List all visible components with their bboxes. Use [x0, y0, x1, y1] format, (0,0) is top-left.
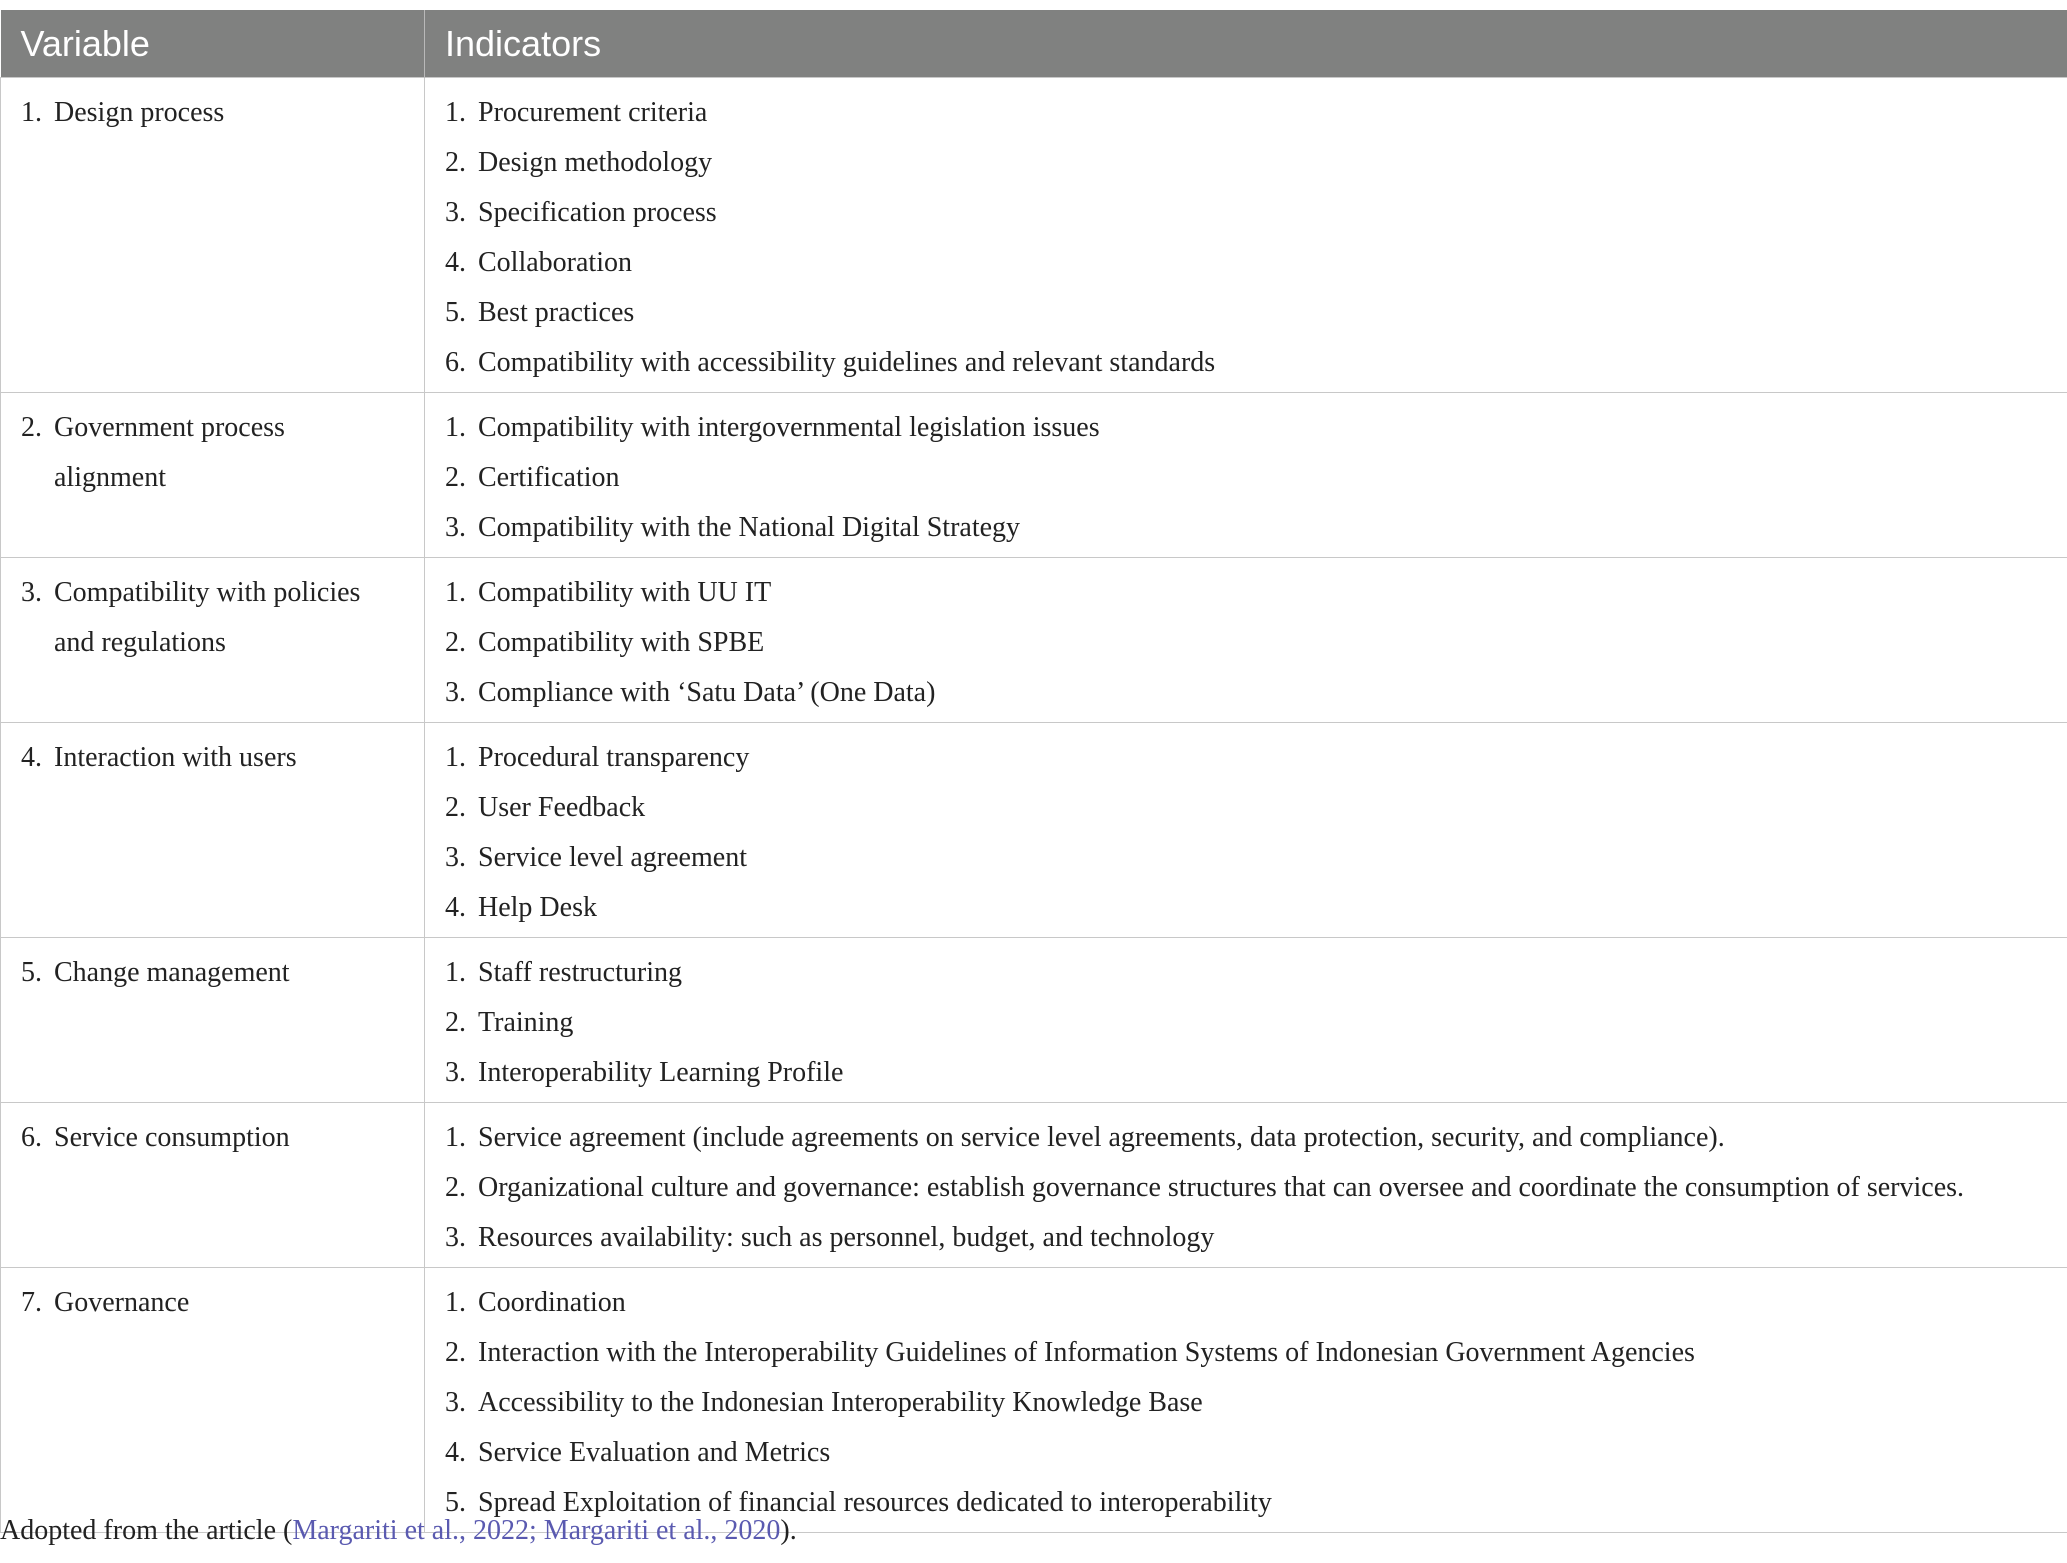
table-row [1, 1103, 2067, 1268]
indicator-number: 1. [445, 577, 466, 608]
indicator-item [425, 138, 2067, 188]
variable-cell [1, 558, 425, 723]
variable-item [1, 568, 424, 668]
indicator-item [425, 1113, 2067, 1163]
indicator-number: 2. [445, 627, 466, 658]
indicator-number: 2. [445, 792, 466, 823]
indicator-text: Resources availability: such as personnel, budget, and technology [478, 1222, 1215, 1253]
variable-cell [1, 1103, 425, 1268]
variable-number: 3. [21, 577, 42, 608]
variable-number: 4. [21, 742, 42, 773]
variable-name: Compatibility with policies and regulations [54, 577, 361, 658]
indicator-item [425, 1328, 2067, 1378]
table-row [1, 938, 2067, 1103]
indicator-item [425, 453, 2067, 503]
indicator-item [425, 668, 2067, 718]
caption-prefix: Adopted from the article ( [0, 1515, 293, 1546]
indicator-item [425, 948, 2067, 998]
indicator-text: Coordination [478, 1287, 626, 1318]
indicator-number: 2. [445, 147, 466, 178]
indicators-cell [425, 1103, 2067, 1268]
indicator-number: 3. [445, 512, 466, 543]
indicator-text: Design methodology [478, 147, 713, 178]
indicator-item [425, 238, 2067, 288]
indicator-item [425, 1428, 2067, 1478]
variable-name: Change management [54, 957, 290, 988]
table-row [1, 723, 2067, 938]
header-row [1, 10, 2067, 78]
indicator-item [425, 883, 2067, 933]
indicator-item [425, 568, 2067, 618]
indicator-number: 3. [445, 1057, 466, 1088]
indicator-number: 1. [445, 957, 466, 988]
variable-item [1, 1278, 424, 1328]
indicator-item [425, 503, 2067, 553]
variable-name: Interaction with users [54, 742, 297, 773]
indicator-item [425, 288, 2067, 338]
indicator-text: Best practices [478, 297, 635, 328]
indicator-item [425, 733, 2067, 783]
table-container [0, 10, 2067, 1533]
variable-item [1, 948, 424, 998]
table-row [1, 78, 2067, 393]
indicator-text: Compatibility with accessibility guidelines and relevant standards [478, 347, 1216, 378]
indicator-number: 3. [445, 1222, 466, 1253]
indicator-item [425, 618, 2067, 668]
indicator-text: User Feedback [478, 792, 646, 823]
indicator-number: 4. [445, 247, 466, 278]
indicator-text: Compliance with ‘Satu Data’ (One Data) [478, 677, 936, 708]
indicators-cell [425, 1268, 2067, 1533]
variable-number: 6. [21, 1122, 42, 1153]
indicator-text: Help Desk [478, 892, 597, 923]
indicator-item [425, 1378, 2067, 1428]
indicator-number: 1. [445, 97, 466, 128]
indicator-number: 2. [445, 1172, 466, 1203]
variable-item [1, 733, 424, 783]
variable-item [1, 1113, 424, 1163]
indicator-text: Collaboration [478, 247, 632, 278]
indicator-item [425, 833, 2067, 883]
variable-item [1, 88, 424, 138]
indicator-text: Spread Exploitation of financial resources dedicated to interoperability [478, 1487, 1272, 1518]
indicator-item [425, 403, 2067, 453]
indicator-number: 1. [445, 1122, 466, 1153]
indicator-text: Staff restructuring [478, 957, 682, 988]
table-row [1, 393, 2067, 558]
indicator-item [425, 1213, 2067, 1263]
header-indicators: Indicators [425, 10, 2067, 78]
indicators-cell [425, 393, 2067, 558]
variable-number: 5. [21, 957, 42, 988]
indicator-item [425, 783, 2067, 833]
indicators-cell [425, 938, 2067, 1103]
indicator-number: 2. [445, 462, 466, 493]
indicator-number: 6. [445, 347, 466, 378]
indicator-item [425, 1278, 2067, 1328]
variable-number: 1. [21, 97, 42, 128]
indicators-cell [425, 558, 2067, 723]
variable-number: 7. [21, 1287, 42, 1318]
caption-suffix: ). [780, 1515, 797, 1546]
indicator-item [425, 188, 2067, 238]
indicator-text: Interoperability Learning Profile [478, 1057, 844, 1088]
indicator-text: Compatibility with SPBE [478, 627, 765, 658]
indicator-text: Training [478, 1007, 574, 1038]
variable-name: Governance [54, 1287, 190, 1318]
indicator-text: Interaction with the Interoperability Guidelines of Information Systems of Indonesian Government Agencies [478, 1337, 1695, 1368]
table-body [1, 78, 2067, 1533]
indicator-text: Certification [478, 462, 620, 493]
indicator-text: Service Evaluation and Metrics [478, 1437, 831, 1468]
variable-name: Government process alignment [54, 412, 285, 493]
indicator-number: 3. [445, 842, 466, 873]
indicator-number: 1. [445, 1287, 466, 1318]
indicator-text: Specification process [478, 197, 717, 228]
header-variable: Variable [1, 10, 425, 78]
variable-cell [1, 78, 425, 393]
indicator-item [425, 1163, 2067, 1213]
variables-indicators-table [0, 10, 2067, 1533]
indicator-text: Organizational culture and governance: establish governance structures that can oversee and coordinate the consumption of services. [478, 1172, 1965, 1203]
indicator-text: Procedural transparency [478, 742, 750, 773]
indicator-number: 4. [445, 892, 466, 923]
indicator-number: 3. [445, 197, 466, 228]
indicator-number: 5. [445, 297, 466, 328]
table-caption [0, 1515, 797, 1547]
variable-name: Service consumption [54, 1122, 290, 1153]
variable-cell [1, 1268, 425, 1533]
indicator-number: 2. [445, 1007, 466, 1038]
indicator-number: 1. [445, 412, 466, 443]
indicator-item [425, 998, 2067, 1048]
table-row [1, 558, 2067, 723]
indicator-text: Accessibility to the Indonesian Interoperability Knowledge Base [478, 1387, 1203, 1418]
variable-name: Design process [54, 97, 225, 128]
table-header [1, 10, 2067, 78]
indicator-text: Compatibility with intergovernmental legislation issues [478, 412, 1100, 443]
indicator-item [425, 1048, 2067, 1098]
table-row [1, 1268, 2067, 1533]
indicator-item [425, 88, 2067, 138]
variable-item [1, 403, 424, 503]
caption-citation-link[interactable]: Margariti et al., 2022; Margariti et al., 2020 [292, 1515, 781, 1546]
indicator-text: Service level agreement [478, 842, 747, 873]
indicator-text: Compatibility with the National Digital Strategy [478, 512, 1021, 543]
indicator-text: Compatibility with UU IT [478, 577, 772, 608]
variable-cell [1, 723, 425, 938]
indicator-number: 1. [445, 742, 466, 773]
indicator-item [425, 338, 2067, 388]
indicator-number: 2. [445, 1337, 466, 1368]
indicators-cell [425, 723, 2067, 938]
indicators-cell [425, 78, 2067, 393]
indicator-number: 5. [445, 1487, 466, 1518]
indicator-number: 4. [445, 1437, 466, 1468]
variable-cell [1, 393, 425, 558]
indicator-number: 3. [445, 1387, 466, 1418]
variable-number: 2. [21, 412, 42, 443]
variable-cell [1, 938, 425, 1103]
indicator-text: Service agreement (include agreements on service level agreements, data protection, security, and compliance). [478, 1122, 1725, 1153]
indicator-number: 3. [445, 677, 466, 708]
indicator-text: Procurement criteria [478, 97, 708, 128]
